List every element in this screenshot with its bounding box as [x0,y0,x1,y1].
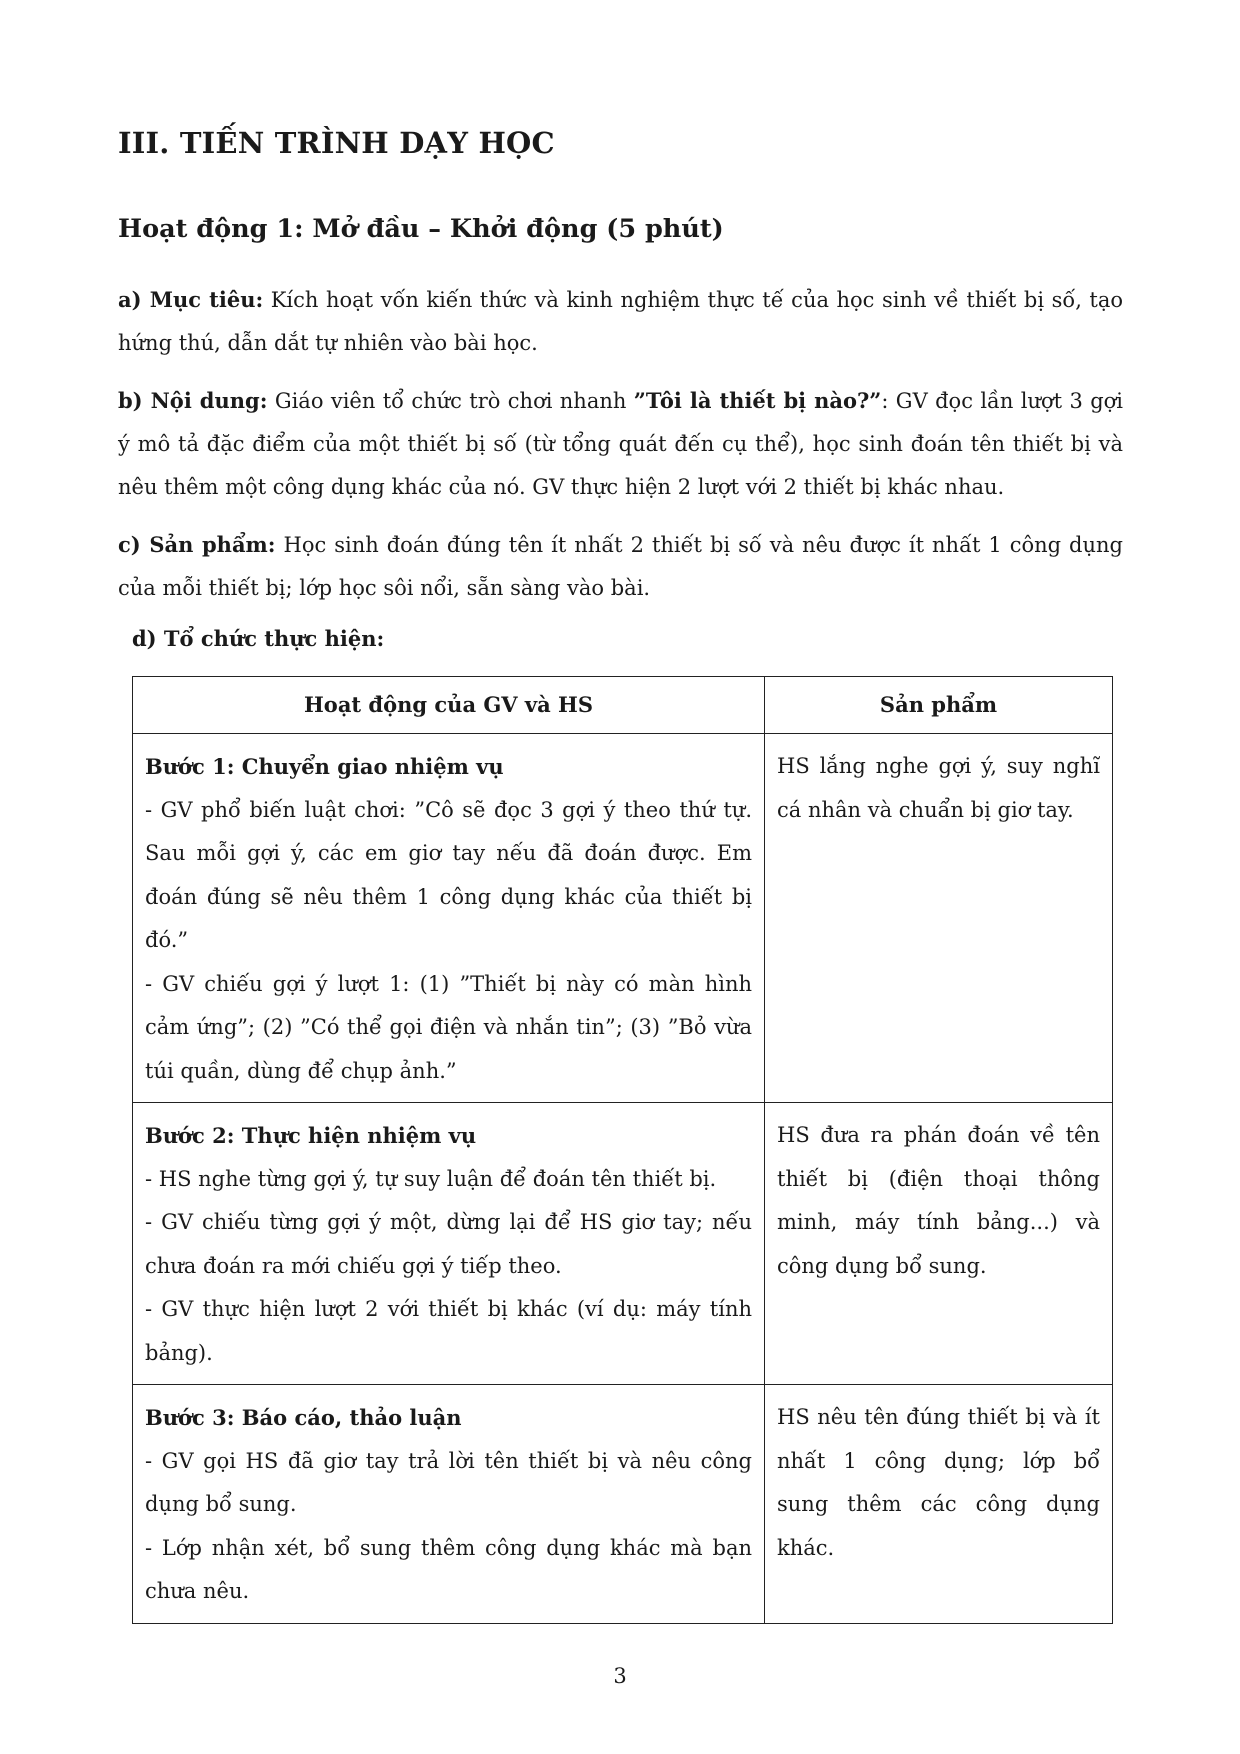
step-2-activity-cell [133,1103,765,1385]
table-row-step-2 [133,1103,1113,1385]
step-3-activity-cell [133,1385,765,1624]
step-1-line-2: - GV chiếu gợi ý lượt 1: (1) ”Thiết bị này có màn hình cảm ứng”; (2) ”Có thể gọi điện và nhắn tin”; (3) ”Bỏ vừa túi quần, dùng để chụp ảnh.” [145,971,752,1083]
step-2-product-cell: HS đưa ra phán đoán về tên thiết bị (điện thoại thông minh, máy tính bảng...) và công dụng bổ sung. [765,1103,1113,1385]
content-label: b) Nội dung: [118,388,268,413]
header-activities: Hoạt động của GV và HS [133,677,765,734]
product-label: c) Sản phẩm: [118,532,276,557]
paragraph-content [118,379,1123,509]
game-name: ”Tôi là thiết bị nào?” [633,388,882,413]
table-header-row [133,677,1113,734]
content-text-2: : GV đọc lần lượt 3 gợi ý mô tả đặc điểm của một thiết bị số (từ tổng quát đến cụ thể), học sinh đoán tên thiết bị và nêu thêm một công dụng khác của nó. GV thực hiện 2 lượt với 2 thiết bị khác nhau. [118,389,1123,499]
step-2-line-1: - HS nghe từng gợi ý, tự suy luận để đoán tên thiết bị. [145,1166,717,1191]
step-3-line-2: - Lớp nhận xét, bổ sung thêm công dụng khác mà bạn chưa nêu. [145,1535,752,1603]
table-row-step-3 [133,1385,1113,1624]
step-3-line-1: - GV gọi HS đã giơ tay trả lời tên thiết bị và nêu công dụng bổ sung. [145,1448,752,1516]
organization-heading: d) Tổ chức thực hiện: [132,626,385,651]
objective-label: a) Mục tiêu: [118,287,264,312]
product-text: Học sinh đoán đúng tên ít nhất 2 thiết bị số và nêu được ít nhất 1 công dụng của mỗi thiết bị; lớp học sôi nổi, sẵn sàng vào bài. [118,533,1123,600]
step-2-line-2: - GV chiếu từng gợi ý một, dừng lại để HS giơ tay; nếu chưa đoán ra mới chiếu gợi ý tiếp theo. [145,1210,752,1278]
activity-title: Hoạt động 1: Mở đầu – Khởi động (5 phút) [118,214,724,244]
objective-text: Kích hoạt vốn kiến thức và kinh nghiệm thực tế của học sinh về thiết bị số, tạo hứng thú, dẫn dắt tự nhiên vào bài học. [118,288,1123,355]
header-product: Sản phẩm [765,677,1113,734]
step-2-line-3: - GV thực hiện lượt 2 với thiết bị khác (ví dụ: máy tính bảng). [145,1297,752,1365]
table-row-step-1 [133,734,1113,1103]
page-number: 3 [613,1664,627,1688]
step-1-product-cell: HS lắng nghe gợi ý, suy nghĩ cá nhân và chuẩn bị giơ tay. [765,734,1113,1103]
activity-description [118,278,1123,624]
paragraph-product [118,523,1123,610]
content-text-1: Giáo viên tổ chức trò chơi nhanh [267,389,634,413]
step-1-line-1: - GV phổ biến luật chơi: ”Cô sẽ đọc 3 gợi ý theo thứ tự. Sau mỗi gợi ý, các em giơ tay nếu đã đoán được. Em đoán đúng sẽ nêu thêm 1 công dụng khác của thiết bị đó.” [145,797,752,952]
step-3-product-cell: HS nêu tên đúng thiết bị và ít nhất 1 công dụng; lớp bổ sung thêm các công dụng khác. [765,1385,1113,1624]
step-2-title: Bước 2: Thực hiện nhiệm vụ [145,1123,477,1148]
step-1-title: Bước 1: Chuyển giao nhiệm vụ [145,754,504,779]
procedure-table [132,676,1113,1624]
paragraph-objective [118,278,1123,365]
step-1-activity-cell [133,734,765,1103]
section-title: III. TIẾN TRÌNH DẠY HỌC [118,126,555,160]
step-3-title: Bước 3: Báo cáo, thảo luận [145,1405,462,1430]
